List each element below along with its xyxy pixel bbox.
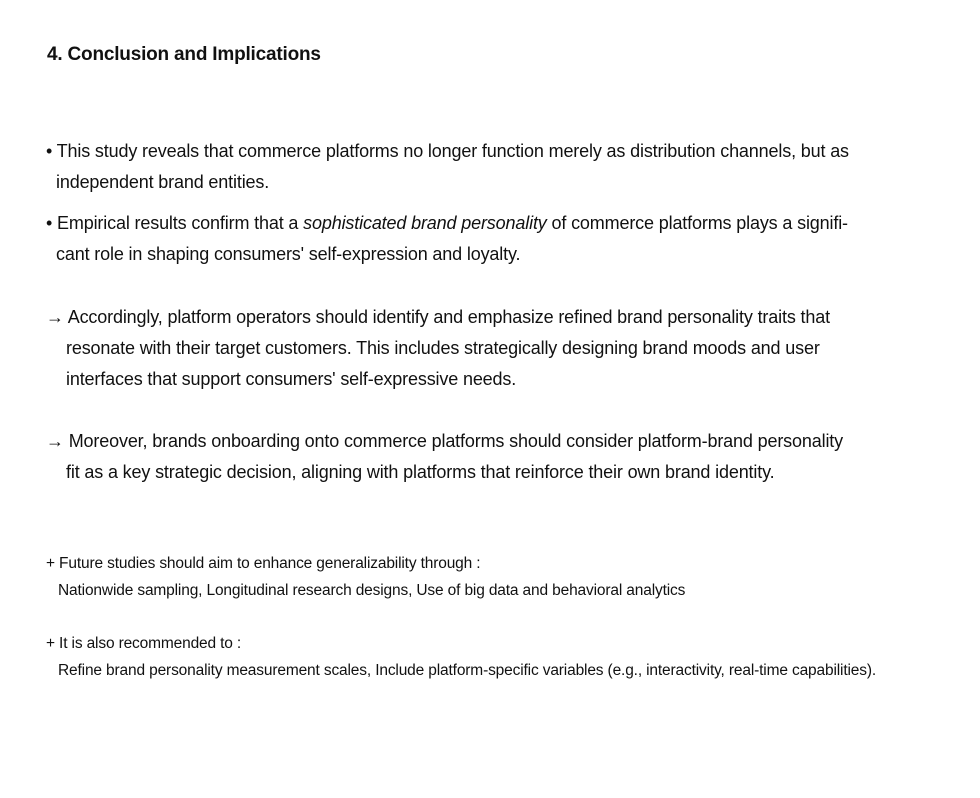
- future-studies-line-2: Nationwide sampling, Longitudinal research designs, Use of big data and behavioral analytics: [58, 582, 686, 599]
- recommendation-line-1: + It is also recommended to :: [46, 635, 242, 652]
- implication-2-line-1: → Moreover, brands onboarding onto commerce platforms should consider platform-brand personality: [46, 431, 844, 451]
- finding-2-text-start: • Empirical results confirm that a: [46, 213, 304, 233]
- finding-1-line-1: • This study reveals that commerce platforms no longer function merely as distribution channels, but as: [46, 141, 849, 161]
- recommendation-line-2: Refine brand personality measurement scales, Include platform-specific variables (e.g., interactivity, real-time capabilities).: [58, 662, 877, 679]
- implication-1: [46, 302, 936, 395]
- section-heading: 4. Conclusion and Implications: [47, 44, 321, 65]
- recommendation-note: [46, 630, 946, 684]
- implication-1-line-1: → Accordingly, platform operators should identify and emphasize refined brand personality traits that: [46, 307, 830, 327]
- implication-2: [46, 426, 936, 488]
- finding-2-emphasis: sophisticated brand personality: [303, 213, 547, 233]
- finding-2-text-end: of commerce platforms plays a signifi-: [546, 213, 848, 233]
- finding-bullet-2: [46, 208, 936, 270]
- finding-bullet-1: [46, 136, 936, 198]
- finding-2-line-2: cant role in shaping consumers' self-expression and loyalty.: [56, 244, 521, 264]
- finding-2-line-1: [46, 208, 936, 239]
- implication-1-line-3: interfaces that support consumers' self-expressive needs.: [66, 369, 517, 389]
- finding-1-line-2: independent brand entities.: [56, 172, 270, 192]
- future-studies-note: [46, 550, 946, 604]
- future-studies-line-1: + Future studies should aim to enhance generalizability through :: [46, 555, 481, 572]
- implication-1-line-2: resonate with their target customers. This includes strategically designing brand moods and user: [66, 338, 820, 358]
- implication-2-line-2: fit as a key strategic decision, aligning with platforms that reinforce their own brand identity.: [66, 462, 775, 482]
